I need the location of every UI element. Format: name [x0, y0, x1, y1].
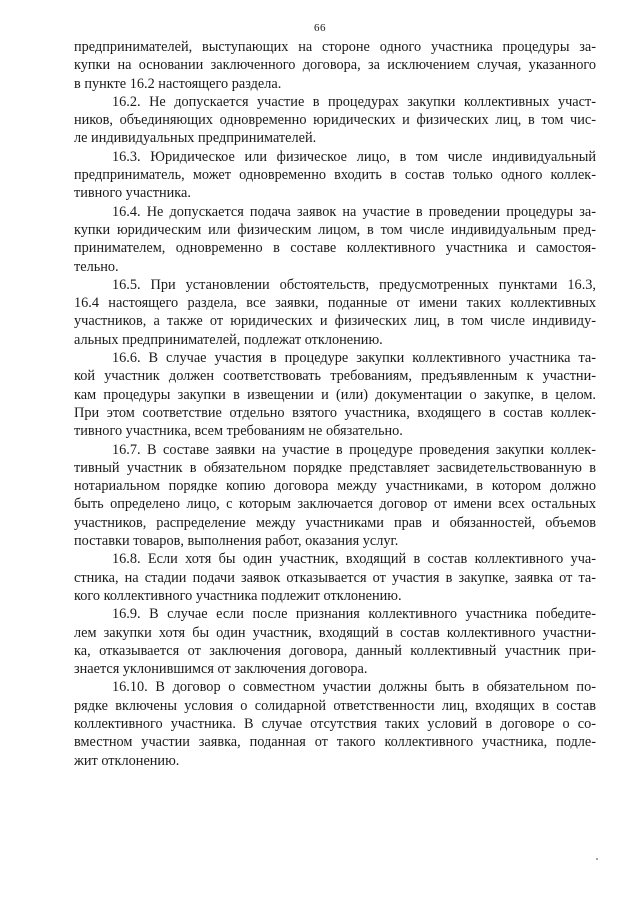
text-line: рядке включены условия о солидарной ответственности лиц, входящих в состав	[74, 697, 596, 714]
text-line: 16.8. Если хотя бы один участник, входящий в состав коллективного уча-	[112, 551, 596, 568]
paragraph-16-2	[74, 93, 596, 148]
text-line: принимателем, одновременно в составе коллективного участника и самостоя-	[74, 240, 596, 257]
text-line: кого коллективного участника подлежит отклонению.	[74, 587, 402, 604]
document-body	[74, 38, 596, 770]
paragraph-16-4	[74, 203, 596, 276]
paragraph-16-7	[74, 441, 596, 551]
text-line: быть определено лицо, с которым заключается договор от имени всех остальных	[74, 496, 596, 513]
text-line: участников, а также от юридических и физических лиц, в том числе индивиду-	[74, 313, 596, 330]
text-line: 16.4 настоящего раздела, все заявки, поданные от имени таких коллективных	[74, 295, 596, 312]
text-line: купки юридическим или физическим лицом, в том числе индивидуальным пред-	[74, 221, 596, 238]
text-line: 16.2. Не допускается участие в процедурах закупки коллективных участ-	[112, 93, 596, 110]
text-line: жит отклонению.	[74, 752, 180, 769]
text-line: кам процедуры закупки в извещении и (или) документации о закупке, в целом.	[74, 386, 596, 403]
text-line: коллективного участника. В случае отсутствия таких условий в договоре о со-	[74, 715, 596, 732]
paragraph-16-8	[74, 550, 596, 605]
text-line: 16.5. При установлении обстоятельств, предусмотренных пунктами 16.3,	[112, 276, 596, 293]
text-line: поставки товаров, выполнения работ, оказания услуг.	[74, 533, 399, 550]
paragraph-16-9	[74, 605, 596, 678]
text-line: стника, на стадии подачи заявок отказывается от участия в закупке, заявка от та-	[74, 569, 596, 586]
text-line: тивный участник в обязательном порядке представляет засвидетельствованную в	[74, 459, 596, 476]
paragraph-16-3	[74, 148, 596, 203]
text-line: 16.4. Не допускается подача заявок на участие в проведении процедуры за-	[112, 203, 596, 220]
text-line: 16.3. Юридическое или физическое лицо, в том числе индивидуальный	[112, 148, 596, 165]
text-line: ка, отказывается от заключения договора, данный коллективный участник при-	[74, 642, 596, 659]
text-line: тивного участника.	[74, 185, 191, 202]
text-line: 16.6. В случае участия в процедуре закупки коллективного участника та-	[112, 350, 596, 367]
text-line: ле индивидуальных предпринимателей.	[74, 130, 317, 147]
text-line: лем закупки хотя бы один участник, входящий в состав коллективного участни-	[74, 624, 596, 641]
text-line: нотариальном порядке копию договора между участниками, в котором должно	[74, 478, 596, 495]
paragraph-16-10	[74, 678, 596, 769]
paragraph-continuation	[74, 38, 596, 93]
text-line: участников, распределение между участниками прав и обязанностей, объемов	[74, 514, 596, 531]
scan-speck	[596, 858, 598, 860]
text-line: знается уклонившимся от заключения договора.	[74, 661, 368, 678]
paragraph-16-6	[74, 349, 596, 440]
text-line: вместном участии заявка, поданная от такого коллективного участника, подле-	[74, 734, 596, 751]
text-line: тивного участника, всем требованиям не обязательно.	[74, 423, 403, 440]
text-line: 16.9. В случае если после признания коллективного участника победите-	[112, 606, 596, 623]
text-line: в пункте 16.2 настоящего раздела.	[74, 75, 282, 92]
text-line: предпринимателей, выступающих на стороне одного участника процедуры за-	[74, 39, 596, 55]
text-line: тельно.	[74, 258, 119, 275]
page-number: 66	[314, 22, 326, 34]
text-line: предприниматель, может одновременно входить в состав только одного коллек-	[74, 167, 596, 184]
text-line: кой участник должен соответствовать требованиям, предъявленным к участни-	[74, 368, 596, 385]
text-line: 16.7. В составе заявки на участие в процедуре проведения закупки коллек-	[112, 441, 596, 458]
text-line: альных предпринимателей, подлежат отклонению.	[74, 331, 383, 348]
paragraph-16-5	[74, 276, 596, 349]
text-line: 16.10. В договор о совместном участии должны быть в обязательном по-	[112, 679, 596, 696]
text-line: купки на основании заключенного договора, за исключением случая, указанного	[74, 57, 596, 74]
text-line: При этом соответствие отдельно взятого участника, входящего в состав коллек-	[74, 404, 596, 421]
text-line: ников, объединяющих одновременно юридических и физических лиц, в том чис-	[74, 112, 596, 129]
